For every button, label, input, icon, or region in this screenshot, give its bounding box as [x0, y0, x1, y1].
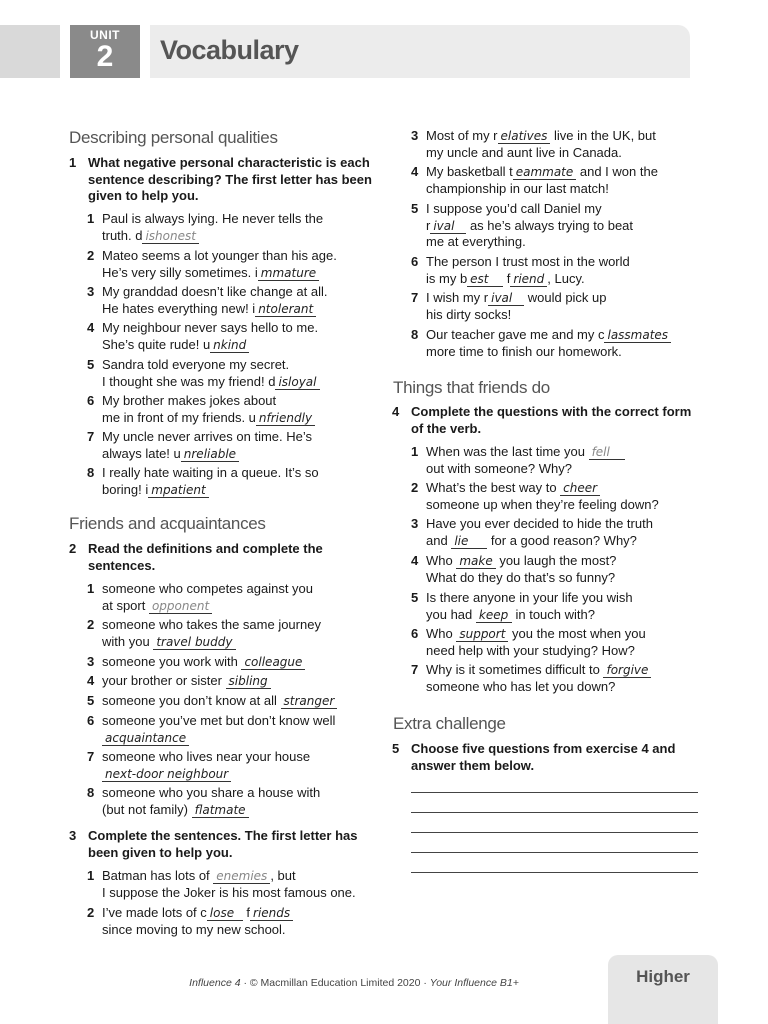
item-line: I suppose the Joker is his most famous one.	[102, 884, 356, 900]
item-number: 3	[411, 128, 419, 143]
exercise-number: 5	[392, 741, 400, 756]
item-line: out with someone? Why?	[426, 460, 572, 476]
answer-field[interactable]: ival	[430, 220, 466, 234]
exercise-item	[87, 429, 382, 462]
item-line: I really hate waiting in a queue. It’s so	[102, 465, 319, 480]
answer-field[interactable]: mpatient	[148, 484, 208, 498]
item-line: My granddad doesn’t like change at all.	[102, 284, 328, 299]
answer-field[interactable]: lose	[207, 907, 243, 921]
answer-field[interactable]: eammate	[513, 166, 577, 180]
exercise-item	[411, 662, 711, 695]
answer-field[interactable]: lassmates	[604, 329, 671, 343]
answer-field[interactable]: fell	[589, 446, 625, 460]
item-line: Most of my r elatives live in the UK, but	[426, 128, 656, 143]
item-line: Who support you the most when you	[426, 626, 646, 641]
page-title: Vocabulary	[160, 35, 299, 65]
exercise-item	[87, 320, 382, 353]
item-number: 2	[87, 617, 95, 632]
exercise-number: 3	[69, 828, 77, 843]
answer-field[interactable]: make	[456, 555, 495, 569]
item-number: 1	[87, 868, 95, 883]
item-line: Sandra told everyone my secret.	[102, 357, 290, 372]
answer-field[interactable]: forgive	[603, 664, 651, 678]
item-line: someone you work with colleague	[102, 654, 387, 671]
exercise-item	[411, 516, 711, 549]
answer-field[interactable]: support	[456, 628, 508, 642]
item-line: someone up when they’re feeling down?	[426, 496, 659, 512]
unit-number: 2	[96, 40, 114, 73]
answer-field[interactable]: sibling	[226, 675, 271, 689]
item-number: 3	[87, 284, 95, 299]
item-line: Batman has lots of enemies , but	[102, 868, 296, 883]
header-bar	[150, 25, 690, 78]
item-line: always late! u nreliable	[102, 446, 382, 463]
answer-line[interactable]	[411, 872, 698, 873]
item-line: He hates everything new! i ntolerant	[102, 301, 382, 318]
exercise-item	[87, 905, 387, 938]
item-line: Paul is always lying. He never tells the	[102, 211, 324, 226]
exercise-item	[411, 626, 711, 659]
unit-badge	[70, 25, 140, 78]
exercise-item	[87, 465, 382, 498]
exercise-item	[87, 654, 387, 671]
item-line: is my b est f riend , Lucy.	[426, 270, 585, 286]
exercise-item	[411, 164, 711, 197]
answer-field[interactable]: travel buddy	[153, 636, 235, 650]
exercise-item	[411, 290, 711, 323]
item-number: 5	[411, 201, 419, 216]
item-line: Our teacher gave me and my c lassmates	[426, 327, 711, 344]
answer-line[interactable]	[411, 852, 698, 853]
item-line: Why is it sometimes difficult to forgive	[426, 662, 711, 679]
item-line: I’ve made lots of c lose f riends	[102, 905, 387, 922]
item-line: someone who you share a house with	[102, 785, 321, 800]
item-line: Mateo seems a lot younger than his age.	[102, 248, 337, 263]
item-line: My neighbour never says hello to me.	[102, 320, 319, 335]
exercise-1-instruction: 1 What negative personal characteristic is each sentence describing? The first letter has been given to help you.	[69, 155, 372, 203]
item-line: I wish my r ival would pick up	[426, 290, 607, 305]
item-number: 1	[411, 444, 419, 459]
item-line: his dirty socks!	[426, 306, 512, 322]
item-number: 1	[87, 211, 95, 226]
item-line: I thought she was my friend! d isloyal	[102, 374, 382, 391]
answer-field[interactable]: next-door neighbour	[102, 768, 231, 782]
item-number: 8	[87, 785, 95, 800]
answer-field[interactable]: stranger	[281, 695, 338, 709]
answer-field[interactable]: ival	[488, 292, 524, 306]
answer-field[interactable]: isloyal	[275, 376, 319, 390]
item-number: 3	[87, 654, 95, 669]
item-line: truth. d ishonest	[102, 228, 382, 245]
exercise-item	[87, 693, 387, 710]
item-line: Who make you laugh the most?	[426, 553, 617, 568]
item-number: 4	[87, 673, 95, 688]
item-number: 4	[411, 164, 419, 179]
exercise-item	[411, 254, 711, 287]
exercise-3-instruction: 3 Complete the sentences. The first letter has been given to help you.	[69, 828, 358, 860]
exercise-number: 1	[69, 155, 77, 170]
answer-field[interactable]: nreliable	[181, 448, 239, 462]
item-number: 2	[411, 480, 419, 495]
item-number: 5	[87, 693, 95, 708]
section-title-things-friends-do: Things that friends do	[393, 378, 550, 397]
exercise-item	[411, 128, 711, 161]
exercise-item	[411, 201, 711, 251]
item-number: 1	[87, 581, 95, 596]
item-line: He’s very silly sometimes. i mmature	[102, 265, 382, 282]
answer-field[interactable]: acquaintance	[102, 732, 189, 746]
answer-field[interactable]: keep	[476, 609, 512, 623]
answer-field[interactable]: opponent	[149, 600, 212, 614]
exercise-item	[411, 553, 711, 586]
exercise-item	[87, 673, 387, 690]
item-line: with you travel buddy	[102, 634, 387, 651]
answer-field[interactable]: lie	[451, 535, 487, 549]
item-number: 2	[87, 905, 95, 920]
item-line	[102, 730, 387, 747]
item-number: 7	[87, 749, 95, 764]
exercise-4-instruction: 4 Complete the questions with the correct form of the verb.	[392, 404, 692, 436]
item-line: someone who has let you down?	[426, 678, 616, 694]
item-line: My basketball t eammate and I won the	[426, 164, 658, 179]
item-number: 2	[87, 248, 95, 263]
footer-copyright: · © Macmillan Education Limited 2020 ·	[240, 977, 430, 989]
answer-field[interactable]: mmature	[258, 267, 319, 281]
item-number: 8	[411, 327, 419, 342]
item-number: 6	[411, 254, 419, 269]
answer-field[interactable]: colleague	[241, 656, 305, 670]
item-number: 4	[87, 320, 95, 335]
item-line: My uncle never arrives on time. He’s	[102, 429, 313, 444]
item-line: and lie for a good reason? Why?	[426, 532, 637, 548]
item-number: 7	[411, 290, 419, 305]
answer-field[interactable]: elatives	[498, 130, 551, 144]
answer-field[interactable]: flatmate	[192, 804, 249, 818]
exercise-item	[87, 749, 387, 782]
exercise-item	[411, 590, 711, 623]
section-title-extra-challenge: Extra challenge	[393, 714, 506, 733]
exercise-item	[87, 248, 382, 281]
header-side-tab	[0, 25, 60, 78]
item-line: Is there anyone in your life you wish	[426, 590, 633, 605]
level-label: Higher	[636, 967, 690, 986]
item-line: need help with your studying? How?	[426, 642, 635, 658]
item-line: since moving to my new school.	[102, 921, 286, 937]
exercise-item	[87, 284, 382, 317]
exercise-item	[411, 444, 711, 477]
item-line: me in front of my friends. u nfriendly	[102, 410, 382, 427]
exercise-number: 4	[392, 404, 400, 419]
exercise-item	[87, 868, 387, 901]
item-line: r ival as he’s always trying to beat	[426, 217, 634, 233]
item-line: boring! i mpatient	[102, 482, 382, 499]
item-number: 6	[411, 626, 419, 641]
exercise-item	[87, 211, 382, 244]
exercise-item	[411, 327, 711, 360]
answer-line[interactable]	[411, 792, 698, 793]
item-line: me at everything.	[426, 234, 526, 249]
item-line: My brother makes jokes about	[102, 393, 277, 408]
item-line: She’s quite rude! u nkind	[102, 337, 382, 354]
answer-field[interactable]: riend	[510, 273, 547, 287]
item-line: at sport opponent	[102, 598, 387, 615]
item-number: 5	[411, 590, 419, 605]
answer-field[interactable]: nkind	[210, 339, 249, 353]
answer-field[interactable]: cheer	[560, 482, 600, 496]
item-line: someone who competes against you	[102, 581, 314, 596]
item-number: 4	[411, 553, 419, 568]
exercise-item	[87, 617, 387, 650]
exercise-number: 2	[69, 541, 77, 556]
item-line: I suppose you’d call Daniel my	[426, 201, 602, 216]
item-number: 5	[87, 357, 95, 372]
item-number: 6	[87, 713, 95, 728]
answer-field[interactable]: est	[467, 273, 503, 287]
item-line: more time to finish our homework.	[426, 343, 622, 359]
item-line: When was the last time you fell	[426, 444, 711, 461]
footer-series: Your Influence B1+	[429, 977, 519, 989]
item-line: your brother or sister sibling	[102, 673, 387, 690]
item-number: 7	[87, 429, 95, 444]
exercise-5-instruction: 5 Choose five questions from exercise 4 and answer them below.	[392, 741, 676, 773]
answer-field[interactable]: ishonest	[142, 230, 198, 244]
item-number: 8	[87, 465, 95, 480]
item-line: (but not family) flatmate	[102, 802, 387, 819]
item-line: The person I trust most in the world	[426, 254, 630, 269]
exercise-item	[87, 357, 382, 390]
unit-label: UNIT	[90, 28, 120, 42]
exercise-item	[411, 480, 711, 513]
item-line: my uncle and aunt live in Canada.	[426, 144, 622, 160]
item-line	[102, 766, 387, 783]
item-number: 7	[411, 662, 419, 677]
section-title-friends: Friends and acquaintances	[69, 514, 266, 533]
footer-book-title: Influence 4	[189, 977, 241, 989]
item-line: What’s the best way to cheer	[426, 480, 711, 497]
exercise-item	[87, 713, 387, 746]
level-tab	[608, 955, 718, 1024]
section-title-personal-qualities: Describing personal qualities	[69, 128, 278, 147]
item-number: 3	[411, 516, 419, 531]
item-line: you had keep in touch with?	[426, 606, 595, 622]
exercise-2-instruction: 2 Read the definitions and complete the sentences.	[69, 541, 323, 573]
exercise-item	[87, 393, 382, 426]
item-line: someone who takes the same journey	[102, 617, 321, 632]
item-line: Have you ever decided to hide the truth	[426, 516, 653, 531]
answer-field[interactable]: nfriendly	[256, 412, 315, 426]
answer-field[interactable]: ntolerant	[255, 303, 316, 317]
item-line: championship in our last match!	[426, 180, 609, 196]
item-line: someone you’ve met but don’t know well	[102, 713, 336, 728]
exercise-item	[87, 581, 387, 614]
item-number: 6	[87, 393, 95, 408]
item-line: What do they do that’s so funny?	[426, 569, 616, 585]
item-line: someone who lives near your house	[102, 749, 311, 764]
exercise-item	[87, 785, 387, 818]
item-line: someone you don’t know at all stranger	[102, 693, 387, 710]
answer-field[interactable]: riends	[250, 907, 293, 921]
answer-line[interactable]	[411, 812, 698, 813]
answer-line[interactable]	[411, 832, 698, 833]
answer-field[interactable]: enemies	[213, 870, 270, 884]
